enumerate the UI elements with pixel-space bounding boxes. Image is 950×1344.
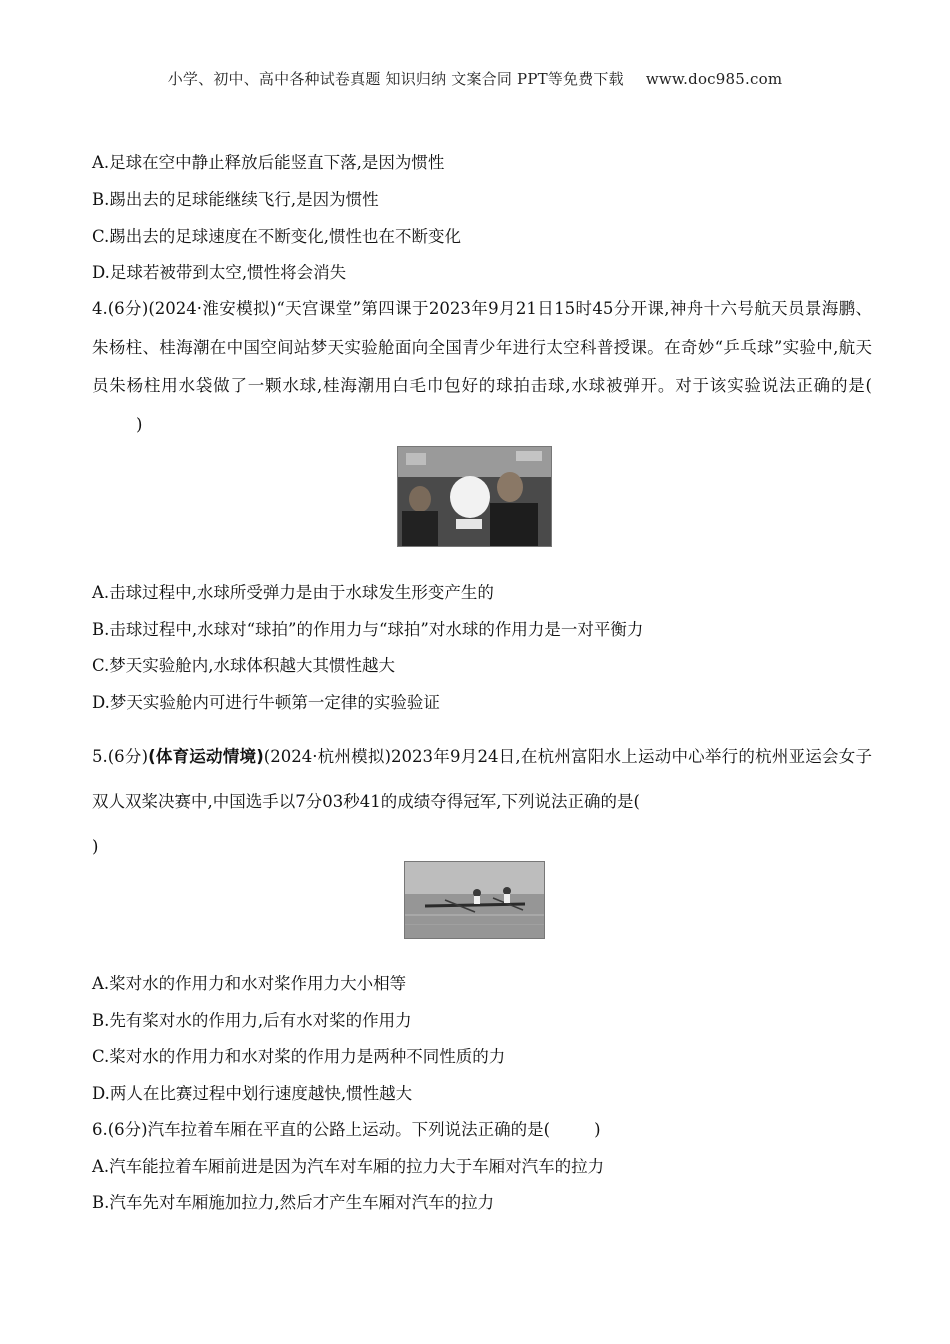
q5-stem-end: ) — [92, 837, 99, 856]
q5-tag: (体育运动情境) — [148, 747, 264, 766]
q4-option-c: C.梦天实验舱内,水球体积越大其惯性越大 — [92, 656, 396, 675]
q5-option-d: D.两人在比赛过程中划行速度越快,惯性越大 — [92, 1084, 413, 1103]
rowing-race-photo — [404, 861, 545, 939]
q3-option-a: A.足球在空中静止释放后能竖直下落,是因为惯性 — [92, 153, 445, 172]
q6-option-b: B.汽车先对车厢施加拉力,然后才产生车厢对汽车的拉力 — [92, 1193, 495, 1212]
astronaut-ping-pong-photo — [397, 446, 552, 547]
page-header — [0, 68, 950, 89]
q5-number: 5.(6分) — [92, 747, 149, 766]
astronaut-photo-drawing — [398, 447, 551, 546]
q5-stem — [92, 734, 872, 869]
q4-option-b: B.击球过程中,水球对“球拍”的作用力与“球拍”对水球的作用力是一对平衡力 — [92, 620, 644, 639]
q4-option-d: D.梦天实验舱内可进行牛顿第一定律的实验验证 — [92, 693, 440, 712]
q5-option-a: A.桨对水的作用力和水对桨作用力大小相等 — [92, 974, 407, 993]
q6-stem-end: ) — [594, 1120, 601, 1139]
q3-option-b: B.踢出去的足球能继续飞行,是因为惯性 — [92, 190, 379, 209]
q6-stem — [92, 1119, 872, 1141]
q6-stem-text: 6.(6分)汽车拉着车厢在平直的公路上运动。下列说法正确的是( — [92, 1120, 551, 1139]
q4-stem-end: ) — [136, 414, 143, 434]
q6-option-a: A.汽车能拉着车厢前进是因为汽车对车厢的拉力大于车厢对汽车的拉力 — [92, 1157, 605, 1176]
q3-option-c: C.踢出去的足球速度在不断变化,惯性也在不断变化 — [92, 227, 462, 246]
q5-stem-text: (2024·杭州模拟)2023年9月24日,在杭州富阳水上运动中心举行的杭州亚运会女子双人双桨决赛中,中国选手以7分03秒41的成绩夺得冠军,下列说法正确的是( — [92, 747, 872, 811]
header-url[interactable]: www.doc985.com — [645, 70, 783, 88]
q4-option-a: A.击球过程中,水球所受弹力是由于水球发生形变产生的 — [92, 583, 494, 602]
q5-option-c: C.桨对水的作用力和水对桨的作用力是两种不同性质的力 — [92, 1047, 506, 1066]
q3-option-d: D.足球若被带到太空,惯性将会消失 — [92, 263, 347, 282]
q4-stem-text: 4.(6分)(2024·淮安模拟)“天宫课堂”第四课于2023年9月21日15时45分开课,神舟十六号航天员景海鹏、朱杨柱、桂海潮在中国空间站梦天实验舱面向全国青少年进行太空科普授课。在奇妙“乒乓球”实验中,航天员朱杨柱用水袋做了一颗水球,桂海潮用白毛巾包好的球拍击球,水球被弹开。对于该实验说法正确的是( — [92, 299, 872, 395]
q4-stem — [92, 290, 872, 444]
header-text: 小学、初中、高中各种试卷真题 知识归纳 文案合同 PPT等免费下载 — [167, 70, 624, 88]
rowing-photo-drawing — [405, 862, 544, 938]
q5-option-b: B.先有桨对水的作用力,后有水对桨的作用力 — [92, 1011, 412, 1030]
